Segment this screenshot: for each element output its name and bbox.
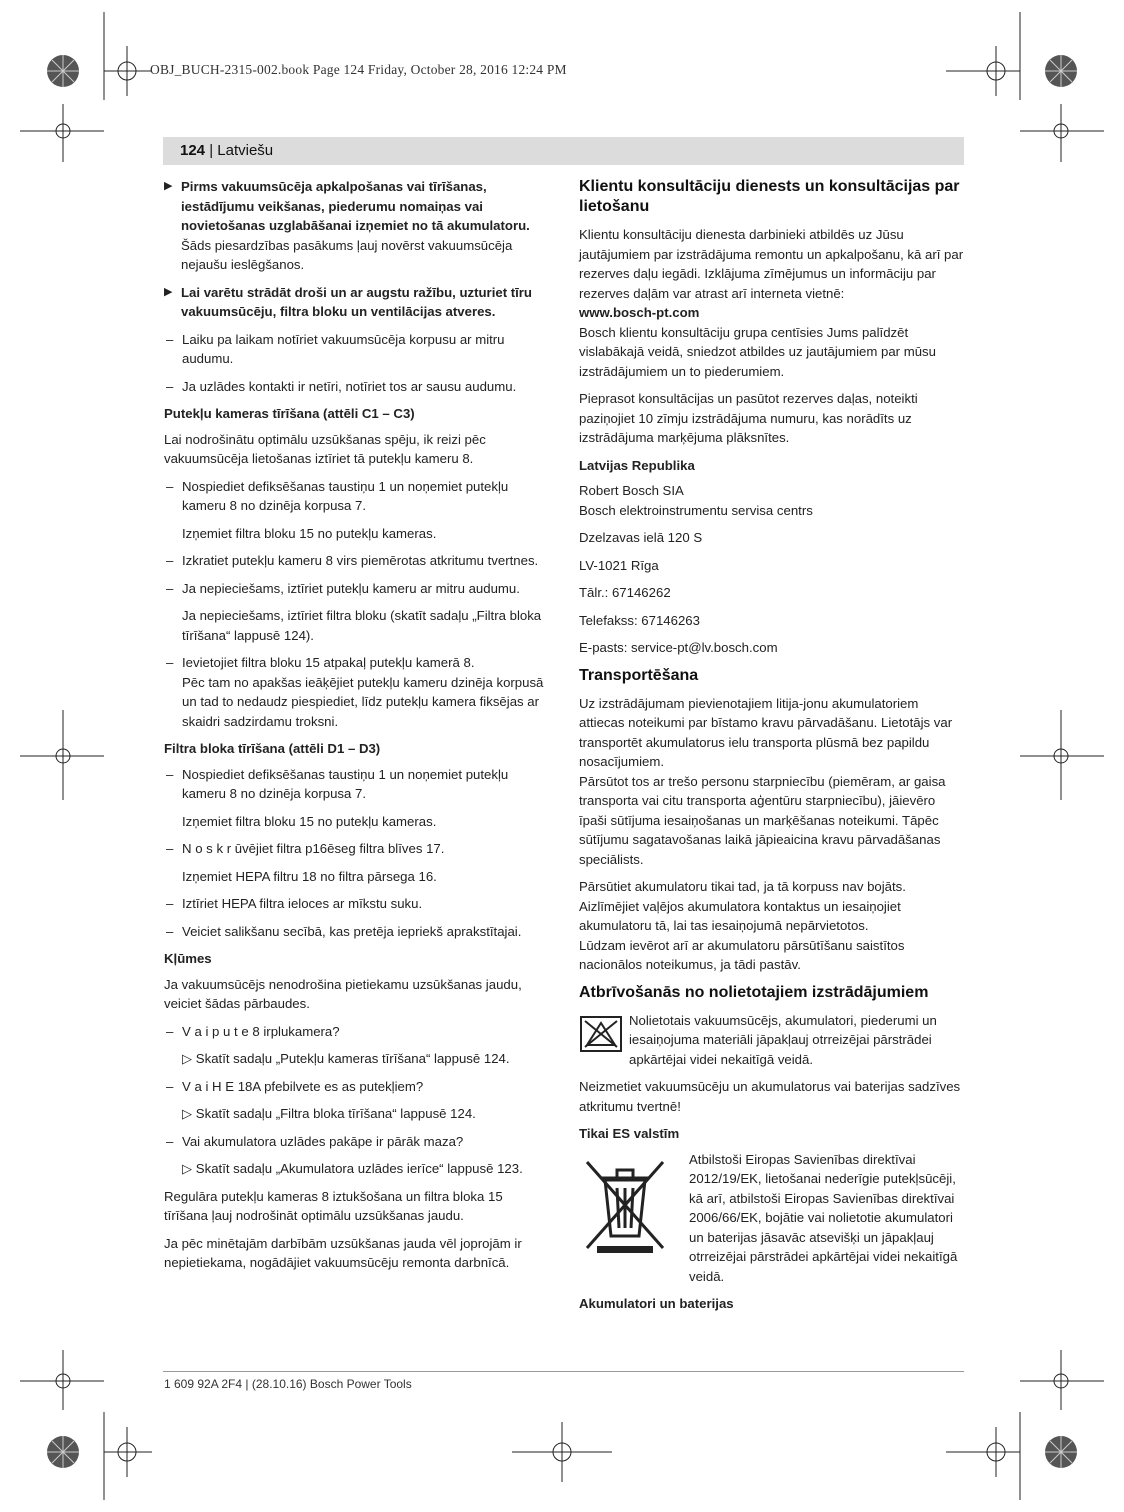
right-column	[579, 177, 965, 1320]
warning-item	[164, 177, 548, 275]
section-heading-filter: Filtra bloka tīrīšana (attēli D1 – D3)	[164, 741, 381, 756]
indented-text: Pēc tam no apakšas ieāķējiet putekļu kameru dzinēja korpusā un tad to nedaudz piespiediet, līdz putekļu kamera fiksējas ar skaidri sadzirdamu troksni.	[182, 674, 544, 729]
section-heading-eu: Tikai ES valstīm	[579, 1126, 680, 1141]
page-header	[163, 137, 964, 165]
header-separator: |	[205, 142, 218, 159]
header-text	[180, 142, 273, 159]
arrow-bullet-icon: ▶	[164, 285, 173, 298]
section-heading-faults: Kļūmes	[164, 951, 212, 966]
address-line: Bosch elektroinstrumentu servisa centrs	[579, 502, 813, 518]
left-column	[164, 177, 548, 1281]
section-heading-latvia: Latvijas Republika	[579, 457, 695, 473]
list-item	[164, 894, 548, 914]
dash-icon: –	[166, 378, 174, 394]
dash-icon: –	[166, 580, 174, 596]
cross-reference: ▷ Skatīt sadaļu „Filtra bloka tīrīšana“ lappusē 124.	[182, 1106, 476, 1121]
dash-icon: –	[166, 1133, 174, 1149]
list-item	[164, 377, 548, 397]
dash-icon: –	[166, 553, 174, 568]
paragraph: Ja vakuumsūcējs nenodrošina pietiekamu uzsūkšanas jaudu, veiciet šādas pārbaudes.	[164, 976, 522, 1011]
address-line: Robert Bosch SIA	[579, 483, 684, 498]
list-text: Izkratiet putekļu kameru 8 virs piemērotas atkritumu tvertnes.	[182, 553, 539, 568]
indented-text: Izņemiet filtra bloku 15 no putekļu kameras.	[182, 525, 437, 541]
indented-text: Izņemiet HEPA filtru 18 no filtra pārsega 16.	[182, 868, 437, 884]
paragraph: Uz izstrādājumam pievienotajiem litija-jonu akumulatoriem attiecas noteikumi par bīstamo kravu pārvadāšanu. Lietotājs var transportēt akumulatorus ielu transporta plūsmā bez papildu nosacījumiem.	[579, 695, 953, 769]
footer-text: 1 609 92A 2F4 | (28.10.16) Bosch Power Tools	[164, 1377, 412, 1391]
paragraph: Lūdzam ievērot arī ar akumulatoru pārsūtīšanu saistītos nacionālos noteikumus, ja tādi pastāv.	[579, 937, 905, 972]
list-item	[164, 653, 548, 673]
dash-icon: –	[166, 1078, 174, 1094]
list-text: Ja nepieciešams, iztīriet putekļu kameru ar mitru audumu.	[182, 580, 520, 596]
page-number: 124	[180, 142, 206, 159]
footer-rule	[163, 1371, 964, 1372]
list-item	[164, 1077, 548, 1097]
email[interactable]: E-pasts: service-pt@lv.bosch.com	[579, 640, 778, 655]
list-item	[164, 922, 548, 942]
list-text: Vai akumulatora uzlādes pakāpe ir pārāk maza?	[182, 1133, 464, 1149]
phone: Tālr.: 67146262	[579, 585, 671, 600]
section-heading-dust-chamber: Putekļu kameras tīrīšana (attēli C1 – C3)	[164, 406, 415, 421]
book-file-line: OBJ_BUCH-2315-002.book Page 124 Friday, October 28, 2016 12:24 PM	[150, 62, 567, 77]
fax: Telefakss: 67146263	[579, 612, 700, 628]
list-item	[164, 1132, 548, 1152]
indented-text: Izņemiet filtra bloku 15 no putekļu kameras.	[182, 813, 437, 829]
weee-row	[579, 1150, 965, 1287]
list-text: Veiciet salikšanu secībā, kas pretēja iepriekš aprakstītajai.	[182, 923, 522, 939]
address-line: Dzelzavas ielā 120 S	[579, 530, 703, 545]
dash-icon: –	[166, 331, 174, 347]
dash-icon: –	[166, 478, 174, 494]
list-text: N o s k r ūvējiet filtra p16ēseg filtra blīves 17.	[182, 841, 445, 856]
list-text: Ievietojiet filtra bloku 15 atpakaļ putekļu kamerā 8.	[182, 655, 475, 670]
weee-text: Atbilstoši Eiropas Savienības direktīvai 2012/19/EK, lietošanai nederīgie putekļsūcēji, kā arī, atbilstoši Eiropas Savienības direktīvai 2006/66/EK, bojātie vai nolietotie akumulatori un baterijas jāsavāc atsevišķi un jāpakļauj otrreizējai pārstrādei apkārtējai videi nekaitīgā veidā.	[689, 1151, 958, 1284]
dash-icon: –	[166, 766, 174, 782]
list-text: Nospiediet defiksēšanas taustiņu 1 un noņemiet putekļu kameru 8 no dzinēja korpusa 7.	[182, 478, 509, 513]
list-text: Laiku pa laikam notīriet vakuumsūcēja korpusu ar mitru audumu.	[182, 331, 505, 366]
dash-icon: –	[166, 655, 174, 670]
paragraph: Pārsūtot tos ar trešo personu starpniecību (piemēram, ar gaisa transporta vai citu transporta aģentūru starpniecību), jāievēro īpaši sūtījuma iesaiņošanas un marķēšanas noteikumi. Tāpēc sūtījumu sagatavošanas laikā jāpieaicina kravu pārvadāšanas speciālists.	[579, 773, 946, 867]
arrow-bullet-icon: ▶	[164, 180, 173, 192]
section-heading-disposal: Atbrīvošanās no nolietotajiem izstrādājumiem	[579, 983, 929, 1001]
indented-text: Ja nepieciešams, iztīriet filtra bloku (skatīt sadaļu „Filtra bloka tīrīšana“ lappusē 124).	[182, 608, 542, 643]
list-text: V a i H E 18A pfebilvete es as putekļiem?	[182, 1078, 424, 1094]
list-item	[164, 579, 548, 599]
dash-icon: –	[166, 841, 174, 856]
paragraph: Regulāra putekļu kameras 8 iztukšošana un filtra bloka 15 tīrīšana ļauj nodrošināt optimālu uzsūkšanas jaudu.	[164, 1188, 503, 1223]
paragraph: Ja pēc minētajām darbībām uzsūkšanas jauda vēl joprojām ir nepietiekama, nogādājiet vakuumsūcēju remonta darbnīcā.	[164, 1235, 522, 1270]
paragraph: Pārsūtiet akumulatoru tikai tad, ja tā korpuss nav bojāts. Aizlīmējiet vaļējos akumulatora kontaktus un iesaiņojiet akumulatoru tā, lai tas iesaiņojumā nepārvietotos.	[579, 879, 906, 933]
dash-icon: –	[166, 923, 174, 939]
section-heading-transport: Transportēšana	[579, 666, 699, 684]
header-language: Latviešu	[217, 142, 274, 159]
list-item	[164, 551, 548, 571]
list-item	[164, 477, 548, 516]
crossed-bin-icon	[579, 1156, 671, 1256]
section-heading-client-service: Klientu konsultāciju dienests un konsultācijas par lietošanu	[579, 178, 960, 215]
list-item	[164, 839, 548, 859]
disposal-text: Nolietotais vakuumsūcējs, akumulatori, piederumi un iesaiņojuma materiāli jāpakļauj otrreizējai pārstrādei apkārtējai videi nekaitīgā veidā.	[629, 1012, 937, 1067]
recycling-icon	[579, 1015, 623, 1053]
list-item	[164, 765, 548, 804]
warning-text-bold: Lai varētu strādāt droši un ar augstu ražību, uzturiet tīru vakuumsūcēju, filtra bloku un ventilācijas atveres.	[181, 284, 532, 319]
dash-icon: –	[166, 1023, 174, 1039]
paragraph: Pieprasot konsultācijas un pasūtot rezerves daļas, noteikti paziņojiet 10 zīmju izstrādājuma numuru, kas norādīts uz izstrādājuma marķējuma plāksnītes.	[579, 391, 918, 445]
list-text: Nospiediet defiksēšanas taustiņu 1 un noņemiet putekļu kameru 8 no dzinēja korpusa 7.	[182, 766, 509, 801]
disposal-row	[579, 1011, 965, 1070]
paragraph: Bosch klientu konsultāciju grupa centīsies Jums palīdzēt vislabākajā veidā, sniedzot atbildes uz jautājumiem par mūsu izstrādājumiem un to piederumiem.	[579, 324, 936, 379]
cross-reference: ▷ Skatīt sadaļu „Akumulatora uzlādes ierīce“ lappusē 123.	[182, 1161, 523, 1176]
address-line: LV-1021 Rīga	[579, 557, 659, 573]
warning-text: Šāds piesardzības pasākums ļauj novērst vakuumsūcēja nejaušu ieslēgšanos.	[181, 237, 513, 272]
paragraph: Klientu konsultāciju dienesta darbinieki atbildēs uz Jūsu jautājumiem par izstrādājuma remontu un apkalpošanu, kā arī par rezerves daļu iegādi. Izklājuma zīmējumus un informāciju par rezerves daļām var atrast arī interneta vietnē:	[579, 227, 964, 301]
list-text: V a i p u t e 8 irplukamera?	[182, 1023, 340, 1039]
list-item	[164, 330, 548, 369]
dash-icon: –	[166, 896, 174, 911]
warning-item	[164, 283, 548, 322]
paragraph: Neizmetiet vakuumsūcēju un akumulatorus vai baterijas sadzīves atkritumu tvertnē!	[579, 1079, 961, 1114]
section-heading-batteries: Akumulatori un baterijas	[579, 1296, 734, 1311]
list-text: Ja uzlādes kontakti ir netīri, notīriet tos ar sausu audumu.	[182, 378, 517, 394]
paragraph: Lai nodrošinātu optimālu uzsūkšanas spēju, ik reizi pēc vakuumsūcēja lietošanas iztīriet tā putekļu kameru 8.	[164, 431, 486, 466]
website-link[interactable]: www.bosch-pt.com	[579, 305, 700, 320]
list-item	[164, 1022, 548, 1042]
warning-text-bold: Pirms vakuumsūcēja apkalpošanas vai tīrīšanas, iestādījumu veikšanas, piederumu nomaiņas vai novietošanas uzglabāšanai izņemiet no tā akumulatoru.	[181, 179, 530, 233]
list-text: Iztīriet HEPA filtra ieloces ar mīkstu suku.	[182, 896, 423, 911]
cross-reference: ▷ Skatīt sadaļu „Putekļu kameras tīrīšana“ lappusē 124.	[182, 1051, 510, 1066]
